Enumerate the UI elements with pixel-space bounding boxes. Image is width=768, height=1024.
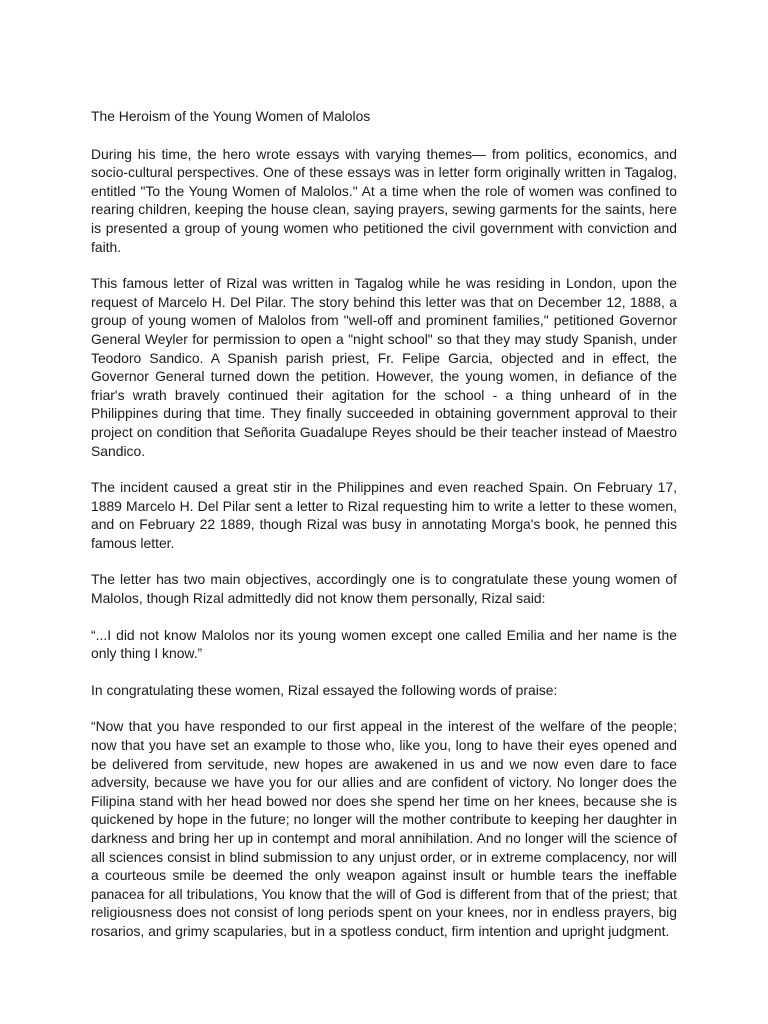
paragraph-letter-background: This famous letter of Rizal was written in Tagalog while he was residing in London, upon the request of Marcelo H. Del Pilar. The story behind this letter was that on December 12, 1888, a group of young women of Malolos from "well-off and prominent families," petitioned Governor General Weyler for permission to open a "night school" so that they may study Spanish, under Teodoro Sandico. A Spanish parish priest, Fr. Felipe Garcia, objected and in effect, the Governor General turned down the petition. However, the young women, in defiance of the friar's wrath bravely continued their agitation for the school - a thing unheard of in the Philippines during that time. They finally succeeded in obtaining government approval to their project on condition that Señorita Guadalupe Reyes should be their teacher instead of Maestro Sandico. (91, 275, 677, 459)
quote-praise: “Now that you have responded to our first appeal in the interest of the welfare of the people; now that you have set an example to those who, like you, long to have their eyes opened and be delivered from servitude, new hopes are awakened in us and we now even dare to face adversity, because we have you for our allies and are confident of victory. No longer does the Filipina stand with her head bowed nor does she spend her time on her knees, because she is quickened by hope in the future; no longer will the mother contribute to keeping her daughter in darkness and bring her up in contempt and moral annihilation. And no longer will the science of all sciences consist in blind submission to any unjust order, or in extreme complacency, nor will a courteous smile be deemed the only weapon against insult or humble tears the ineffable panacea for all tribulations, You know that the will of God is different from that of the priest; that religiousness does not consist of long periods spent on your knees, nor in endless prayers, big rosarios, and grimy scapularies, but in a spotless conduct, firm intention and upright judgment. (91, 718, 677, 939)
quote-emilia: “...I did not know Malolos nor its young women except one called Emilia and her name is the only thing I know.” (91, 626, 677, 662)
paragraph-incident: The incident caused a great stir in the Philippines and even reached Spain. On February 17, 1889 Marcelo H. Del Pilar sent a letter to Rizal requesting him to write a letter to these women, and on February 22 1889, though Rizal was busy in annotating Morga's book, he penned this famous letter. (91, 479, 677, 551)
document-page (91, 107, 677, 941)
paragraph-intro: During his time, the hero wrote essays with varying themes— from politics, economics, and socio-cultural perspectives. One of these essays was in letter form originally written in Tagalog, entitled "To the Young Women of Malolos." At a time when the role of women was confined to rearing children, keeping the house clean, saying prayers, sewing garments for the saints, here is presented a group of young women who petitioned the civil government with conviction and faith. (91, 145, 677, 255)
document-title: The Heroism of the Young Women of Malolos (91, 108, 371, 124)
paragraph-praise-intro: In congratulating these women, Rizal essayed the following words of praise: (91, 681, 558, 698)
paragraph-objectives: The letter has two main objectives, accordingly one is to congratulate these young women of Malolos, though Rizal admittedly did not know them personally, Rizal said: (91, 571, 677, 607)
